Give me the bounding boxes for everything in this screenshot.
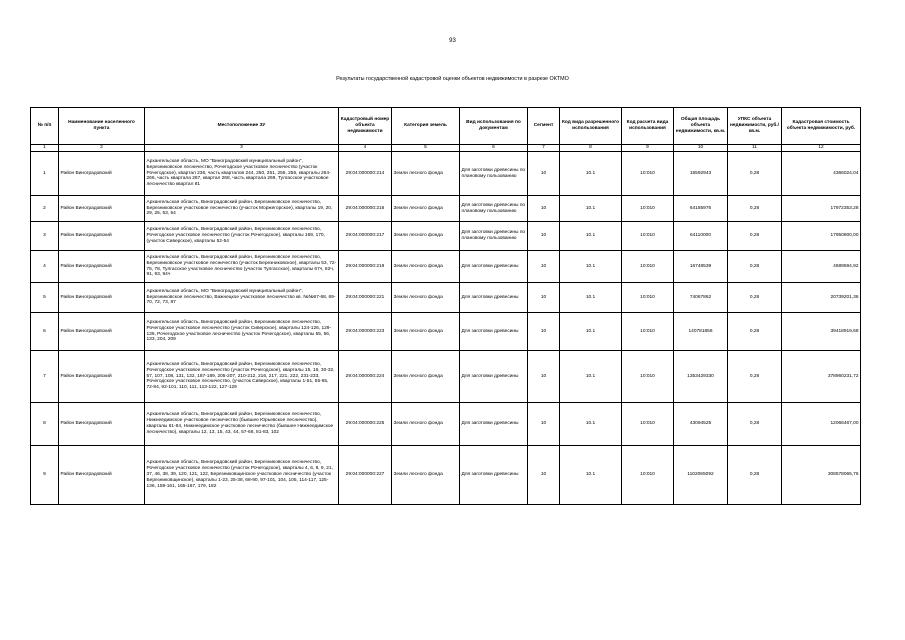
use-type-cell: Для заготовки древесины xyxy=(460,403,528,446)
upks-cell: 0,28 xyxy=(728,351,782,403)
segment-cell: 10 xyxy=(528,222,560,251)
area-cell: 43094525 xyxy=(674,403,728,446)
column-number: 5 xyxy=(392,145,460,152)
settlement-cell: Район Виноградовский xyxy=(59,152,145,196)
cadastral-value-cell: 12066467,00 xyxy=(782,403,861,446)
table-row xyxy=(31,403,861,446)
column-header: Сегмент xyxy=(528,108,560,145)
area-cell: 64185976 xyxy=(674,196,728,222)
cadastral-number-cell: 29:04:000000:223 xyxy=(339,313,392,351)
land-category-cell: Земли лесного фонда xyxy=(392,222,460,251)
table-row xyxy=(31,152,861,196)
column-header: Кадастровый номер объекта недвижимости xyxy=(339,108,392,145)
table-row xyxy=(31,251,861,283)
cadastral-value-cell: 378960231,72 xyxy=(782,351,861,403)
calc-code-cell: 10:010 xyxy=(622,196,674,222)
cadastral-number-cell: 29:04:000000:221 xyxy=(339,283,392,313)
column-header: Местоположение ЗУ xyxy=(145,108,339,145)
area-cell: 1102065092 xyxy=(674,446,728,505)
allowed-use-code-cell: 10.1 xyxy=(560,313,622,351)
settlement-cell: Район Виноградовский xyxy=(59,196,145,222)
location-cell: Архангельская область, МО "Виноградовский муниципальный район", Березниковское лесничество, Важнецкое участковое лесничество кв. №№67-68, 69-70, 72, 73, 87 xyxy=(145,283,339,313)
use-type-cell: Для заготовки древесины xyxy=(460,313,528,351)
segment-cell: 10 xyxy=(528,351,560,403)
upks-cell: 0,28 xyxy=(728,283,782,313)
area-cell: 74067862 xyxy=(674,283,728,313)
segment-cell: 10 xyxy=(528,152,560,196)
land-category-cell: Земли лесного фонда xyxy=(392,196,460,222)
table-row xyxy=(31,222,861,251)
cadastral-number-cell: 29:04:000000:227 xyxy=(339,446,392,505)
segment-cell: 10 xyxy=(528,283,560,313)
area-cell: 15592943 xyxy=(674,152,728,196)
location-cell: Архангельская область, Виноградовский район, Березниковское лесничество, Березниковское участковое лесничество (участок Березниковское), кварталы 53, 72-75, 78, Тулгасское участковое лесничество (участок Тулгасское), кварталы 67ч, 82ч, 91, 93, 94ч xyxy=(145,251,339,283)
allowed-use-code-cell: 10.1 xyxy=(560,251,622,283)
upks-cell: 0,28 xyxy=(728,446,782,505)
allowed-use-code-cell: 10.1 xyxy=(560,351,622,403)
land-category-cell: Земли лесного фонда xyxy=(392,446,460,505)
settlement-cell: Район Виноградовский xyxy=(59,351,145,403)
column-number: 6 xyxy=(460,145,528,152)
cadastral-value-cell: 39418919,68 xyxy=(782,313,861,351)
land-category-cell: Земли лесного фонда xyxy=(392,313,460,351)
segment-cell: 10 xyxy=(528,251,560,283)
column-number: 2 xyxy=(59,145,145,152)
location-cell: Архангельская область, Виноградовский район, Березниковское лесничество, Рочегодское участковое лесничество (участок Рочегодское), кварталы 4, 6, 8, 9, 21, 37, 46, 38, 39, 120, 121, 122, Березниковщинское участковое лесничество (участок Березниковщинское), кварталы 1-23, 25-38, 68-90, 97-101, 104, 105, 114-117, 125-136, 159-161, 165-167, 179, 182 xyxy=(145,446,339,505)
allowed-use-code-cell: 10.1 xyxy=(560,403,622,446)
settlement-cell: Район Виноградовский xyxy=(59,222,145,251)
calc-code-cell: 10:010 xyxy=(622,152,674,196)
calc-code-cell: 10:010 xyxy=(622,446,674,505)
column-header: УПКС объекта недвижимости, руб./кв.м. xyxy=(728,108,782,145)
calc-code-cell: 10:010 xyxy=(622,251,674,283)
settlement-cell: Район Виноградовский xyxy=(59,446,145,505)
land-category-cell: Земли лесного фонда xyxy=(392,283,460,313)
area-cell: 64110000 xyxy=(674,222,728,251)
cadastral-number-cell: 29:04:000000:224 xyxy=(339,351,392,403)
row-number: 2 xyxy=(31,196,59,222)
cadastral-number-cell: 29:04:000000:217 xyxy=(339,222,392,251)
column-number: 10 xyxy=(674,145,728,152)
land-category-cell: Земли лесного фонда xyxy=(392,251,460,283)
allowed-use-code-cell: 10.1 xyxy=(560,152,622,196)
area-cell: 16748539 xyxy=(674,251,728,283)
cadastral-number-cell: 29:04:000000:216 xyxy=(339,196,392,222)
upks-cell: 0,28 xyxy=(728,152,782,196)
column-number: 12 xyxy=(782,145,861,152)
row-number: 1 xyxy=(31,152,59,196)
calc-code-cell: 10:010 xyxy=(622,222,674,251)
use-type-cell: Для заготовки древесины по плановому пользованию xyxy=(460,196,528,222)
location-cell: Архангельская область, Виноградовский район, Березниковское лесничество, Рочегодское участковое лесничество (участок Сиверское), кварталы 124-126, 129-136, Рочегодское участковое лесничество (участок Рочегодское), кварталы 55, 56, 133, 204, 209 xyxy=(145,313,339,351)
use-type-cell: Для заготовки древесины xyxy=(460,283,528,313)
upks-cell: 0,28 xyxy=(728,403,782,446)
use-type-cell: Для заготовки древесины xyxy=(460,446,528,505)
column-number: 9 xyxy=(622,145,674,152)
table-row xyxy=(31,196,861,222)
area-cell: 1353429330 xyxy=(674,351,728,403)
row-number: 6 xyxy=(31,313,59,351)
calc-code-cell: 10:010 xyxy=(622,351,674,403)
use-type-cell: Для заготовки древесины по плановому пользованию xyxy=(460,222,528,251)
segment-cell: 10 xyxy=(528,313,560,351)
table-row xyxy=(31,351,861,403)
land-category-cell: Земли лесного фонда xyxy=(392,403,460,446)
settlement-cell: Район Виноградовский xyxy=(59,251,145,283)
upks-cell: 0,28 xyxy=(728,313,782,351)
upks-cell: 0,28 xyxy=(728,222,782,251)
row-number: 4 xyxy=(31,251,59,283)
row-number: 8 xyxy=(31,403,59,446)
location-cell: Архангельская область, МО "Виноградовский муниципальный район", Березниковское лесничество, Рочегодское участковое лесничество (участок Рочегодское), квартал 236, часть кварталов 244, 250, 251, 255, 256, кварталы 264-266, часть квартала 267, квартал 268, часть квартала 269, Тулгасское участковое лесничество квартал 81 xyxy=(145,152,339,196)
allowed-use-code-cell: 10.1 xyxy=(560,222,622,251)
settlement-cell: Район Виноградовский xyxy=(59,403,145,446)
upks-cell: 0,28 xyxy=(728,251,782,283)
upks-cell: 0,28 xyxy=(728,196,782,222)
cadastral-value-cell: 17950800,00 xyxy=(782,222,861,251)
column-number: 4 xyxy=(339,145,392,152)
cadastral-number-cell: 29:04:000000:214 xyxy=(339,152,392,196)
column-header: № п/п xyxy=(31,108,59,145)
column-number: 3 xyxy=(145,145,339,152)
table-row xyxy=(31,446,861,505)
allowed-use-code-cell: 10.1 xyxy=(560,446,622,505)
location-cell: Архангельская область, Виноградовский район, Березниковское лесничество, Рочегодское участковое лесничество (участок Рочегодское), кварталы 169, 170, (участок Сиверское), кварталы 52-54 xyxy=(145,222,339,251)
land-category-cell: Земли лесного фонда xyxy=(392,351,460,403)
use-type-cell: Для заготовки древесины xyxy=(460,251,528,283)
calc-code-cell: 10:010 xyxy=(622,313,674,351)
column-number: 11 xyxy=(728,145,782,152)
table-row xyxy=(31,313,861,351)
segment-cell: 10 xyxy=(528,403,560,446)
row-number: 3 xyxy=(31,222,59,251)
settlement-cell: Район Виноградовский xyxy=(59,283,145,313)
cadastral-number-cell: 29:04:000000:219 xyxy=(339,251,392,283)
allowed-use-code-cell: 10.1 xyxy=(560,283,622,313)
segment-cell: 10 xyxy=(528,446,560,505)
use-type-cell: Для заготовки древесины xyxy=(460,351,528,403)
location-cell: Архангельская область, Виноградовский район, Березниковское лесничество, Березниковское участковое лесничество (участок Моржегорское), кварталы 19, 20, 29, 25, 53, 54 xyxy=(145,196,339,222)
settlement-cell: Район Виноградовский xyxy=(59,313,145,351)
page-number: 93 xyxy=(449,38,456,44)
cadastral-value-cell: 4366024,04 xyxy=(782,152,861,196)
allowed-use-code-cell: 10.1 xyxy=(560,196,622,222)
column-number-row xyxy=(31,145,861,152)
column-header: Наименование населенного пункта xyxy=(59,108,145,145)
calc-code-cell: 10:010 xyxy=(622,283,674,313)
column-header: Код расчета вида использования xyxy=(622,108,674,145)
column-number: 1 xyxy=(31,145,59,152)
column-header: Код вида разрешенного использования xyxy=(560,108,622,145)
land-category-cell: Земли лесного фонда xyxy=(392,152,460,196)
area-cell: 140781856 xyxy=(674,313,728,351)
location-cell: Архангельская область, Виноградовский район, Березниковское лесничество, Нижнеедимское участковое лесничество (бывшее Юрьевское лесничество), кварталы 61-84, Нижнеедимское участковое лесничество (бывшее Нижнеедимское лесничество), кварталы 12, 13, 15, 43, 44, 57-66, 81-83, 102 xyxy=(145,403,339,446)
column-header: Кадастровая стоимость объекта недвижимости, руб. xyxy=(782,108,861,145)
cadastral-value-cell: 20739201,36 xyxy=(782,283,861,313)
use-type-cell: Для заготовки древесины по плановому пользованию xyxy=(460,152,528,196)
segment-cell: 10 xyxy=(528,196,560,222)
document-title: Результаты государственной кадастровой оценки объектов недвижимости в разрезе ОКТМО xyxy=(336,76,569,82)
row-number: 7 xyxy=(31,351,59,403)
column-header: Категория земель xyxy=(392,108,460,145)
column-number: 7 xyxy=(528,145,560,152)
cadastral-value-cell: 308578065,76 xyxy=(782,446,861,505)
cadastral-value-cell: 17972353,28 xyxy=(782,196,861,222)
location-cell: Архангельская область, Виноградовский район, Березниковское лесничество, Рочегодское участковое лесничество (участок Рочегодское), кварталы 15, 16, 30-32, 57, 107, 108, 131, 132, 187-189, 205-207, 210-212, 216, 217, 221, 222, 231-233, Рочегодское участковое лесничество, (участок Сиверское), кварталы 1-51, 55-65, 72-84, 92-101, 110, 111, 113-122, 127-129 xyxy=(145,351,339,403)
cadastral-number-cell: 29:04:000000:225 xyxy=(339,403,392,446)
column-header: Вид использования по документам xyxy=(460,108,528,145)
row-number: 9 xyxy=(31,446,59,505)
row-number: 5 xyxy=(31,283,59,313)
table-row xyxy=(31,283,861,313)
cadastral-value-cell: 4689594,92 xyxy=(782,251,861,283)
valuation-table xyxy=(30,107,861,505)
column-header: Общая площадь объекта недвижимости, кв.м. xyxy=(674,108,728,145)
calc-code-cell: 10:010 xyxy=(622,403,674,446)
header-row xyxy=(31,108,861,145)
column-number: 8 xyxy=(560,145,622,152)
